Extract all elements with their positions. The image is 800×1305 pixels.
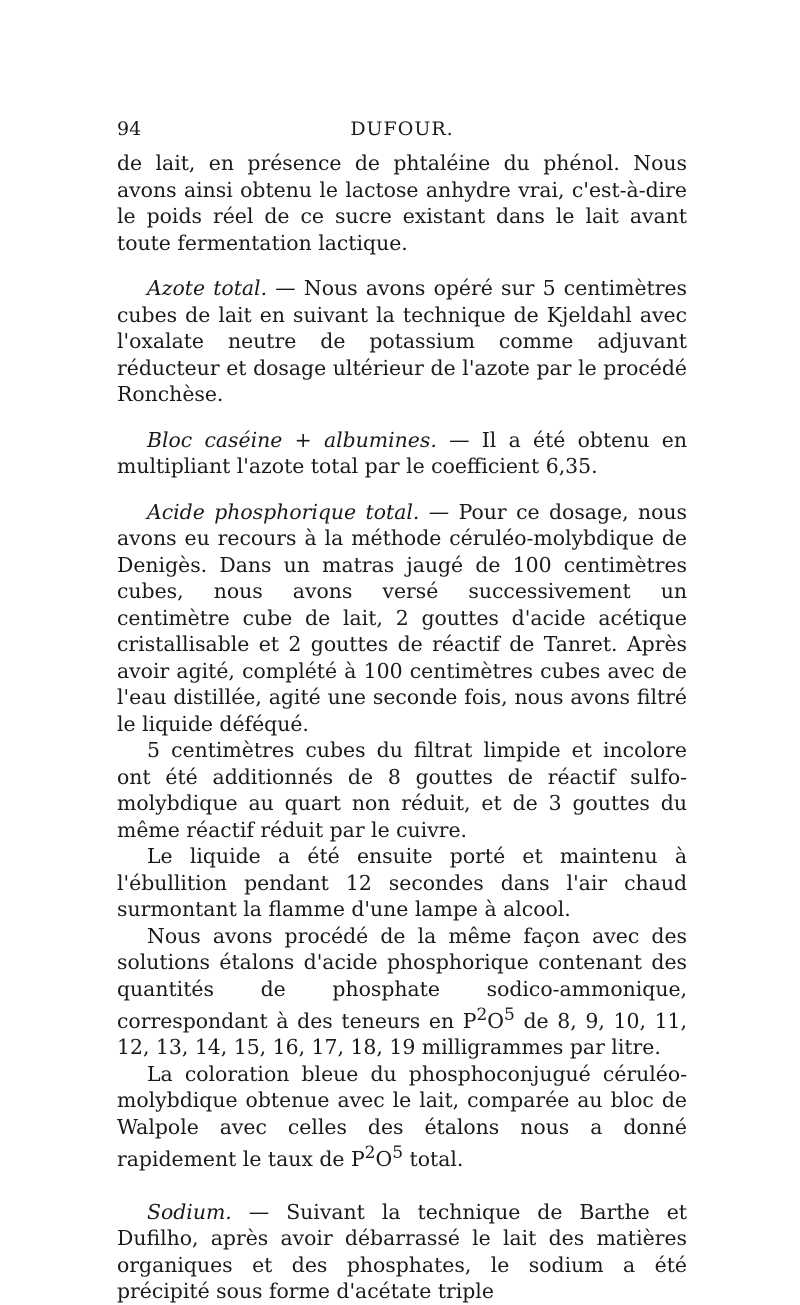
running-title: DUFOUR. (350, 118, 454, 140)
body-text (117, 150, 687, 1305)
paragraph-bloc-text: — Il a été obtenu en multipliant l'azote total par le coefficient 6,35. (117, 427, 687, 478)
formula-superscript: 5 (504, 1005, 515, 1025)
paragraph-filtrat: 5 centimètres cubes du filtrat limpide et incolore ont été additionnés de 8 gouttes de réactif sulfo-molybdique au quart non réduit, et de 3 gouttes du même réactif réduit par le cuivre. (117, 738, 687, 842)
paragraph-acide-text: — Pour ce dosage, nous avons eu recours à la méthode céruléo-molybdique de Denigès. Dans un matras jaugé de 100 centimètres cubes, nous avons versé successivement un centimètre cube de lait, 2 gouttes d'acide acétique cristallisable et 2 gouttes de réactif de Tanret. Après avoir agité, complété à 100 centimètres cubes avec de l'eau distillée, agité une seconde fois, nous avons filtré le liquide déféqué. (117, 499, 687, 736)
paragraph-acide (117, 499, 687, 738)
paragraph-coloration (117, 1061, 687, 1173)
paragraph-procede (117, 923, 687, 1061)
paragraph-azote-text: — Nous avons opéré sur 5 centimètres cubes de lait en suivant la technique de Kjeldahl avec l'oxalate neutre de potassium comme adjuvant réducteur et dosage ultérieur de l'azote par le procédé Ronchèse. (117, 276, 688, 406)
formula-superscript: 2 (476, 1005, 488, 1025)
paragraph-procede-text-b: de 8, 9, 10, 11, 12, 13, 14, 15, 16, 17, 18, 19 milligrammes par litre. (117, 1008, 688, 1060)
paragraph-sodium-text: — Suivant la technique de Barthe et Dufilho, après avoir débarrassé le lait des matières organiques et des phosphates, le sodium a été précipité sous forme d'acétate triple (117, 1199, 687, 1304)
paragraph-coloration-text-a: La coloration bleue du phosphoconjugué céruléo-molybdique obtenue avec le lait, comparée au bloc de Walpole avec celles des étalons nous a donné rapidement le taux de P (117, 1061, 687, 1172)
section-lead-bloc: Bloc caséine + albumines. (147, 427, 437, 452)
paragraph-procede-text-a: Nous avons procédé de la même façon avec des solutions étalons d'acide phosphorique contenant des quantités de phosphate sodico-ammonique, correspondant à des teneurs en P (117, 923, 687, 1033)
formula-superscript: 5 (392, 1143, 404, 1164)
formula-element: O (375, 1147, 393, 1172)
formula-superscript: 2 (364, 1143, 376, 1164)
section-lead-azote: Azote total. (147, 276, 268, 300)
page-number: 94 (117, 118, 142, 140)
paragraph-lactose-end: de lait, en présence de phtaléine du phénol. Nous avons ainsi obtenu le lactose anhydre vrai, c'est-à-dire le poids réel de ce sucre existant dans le lait avant toute fermentation lactique. (117, 151, 687, 255)
page-header (117, 118, 687, 150)
section-lead-sodium: Sodium. (147, 1199, 232, 1224)
book-page (117, 118, 687, 1305)
paragraph-liquide: Le liquide a été ensuite porté et maintenu à l'ébullition pendant 12 secondes dans l'air chaud surmontant la flamme d'une lampe à alcool. (117, 844, 687, 921)
formula-element: O (487, 1008, 505, 1033)
paragraph-sodium (117, 1199, 687, 1305)
section-lead-acide: Acide phosphorique total. (147, 499, 420, 524)
paragraph-azote (117, 275, 687, 408)
paragraph-bloc (117, 427, 687, 480)
paragraph-coloration-text-b: total. (403, 1147, 464, 1172)
